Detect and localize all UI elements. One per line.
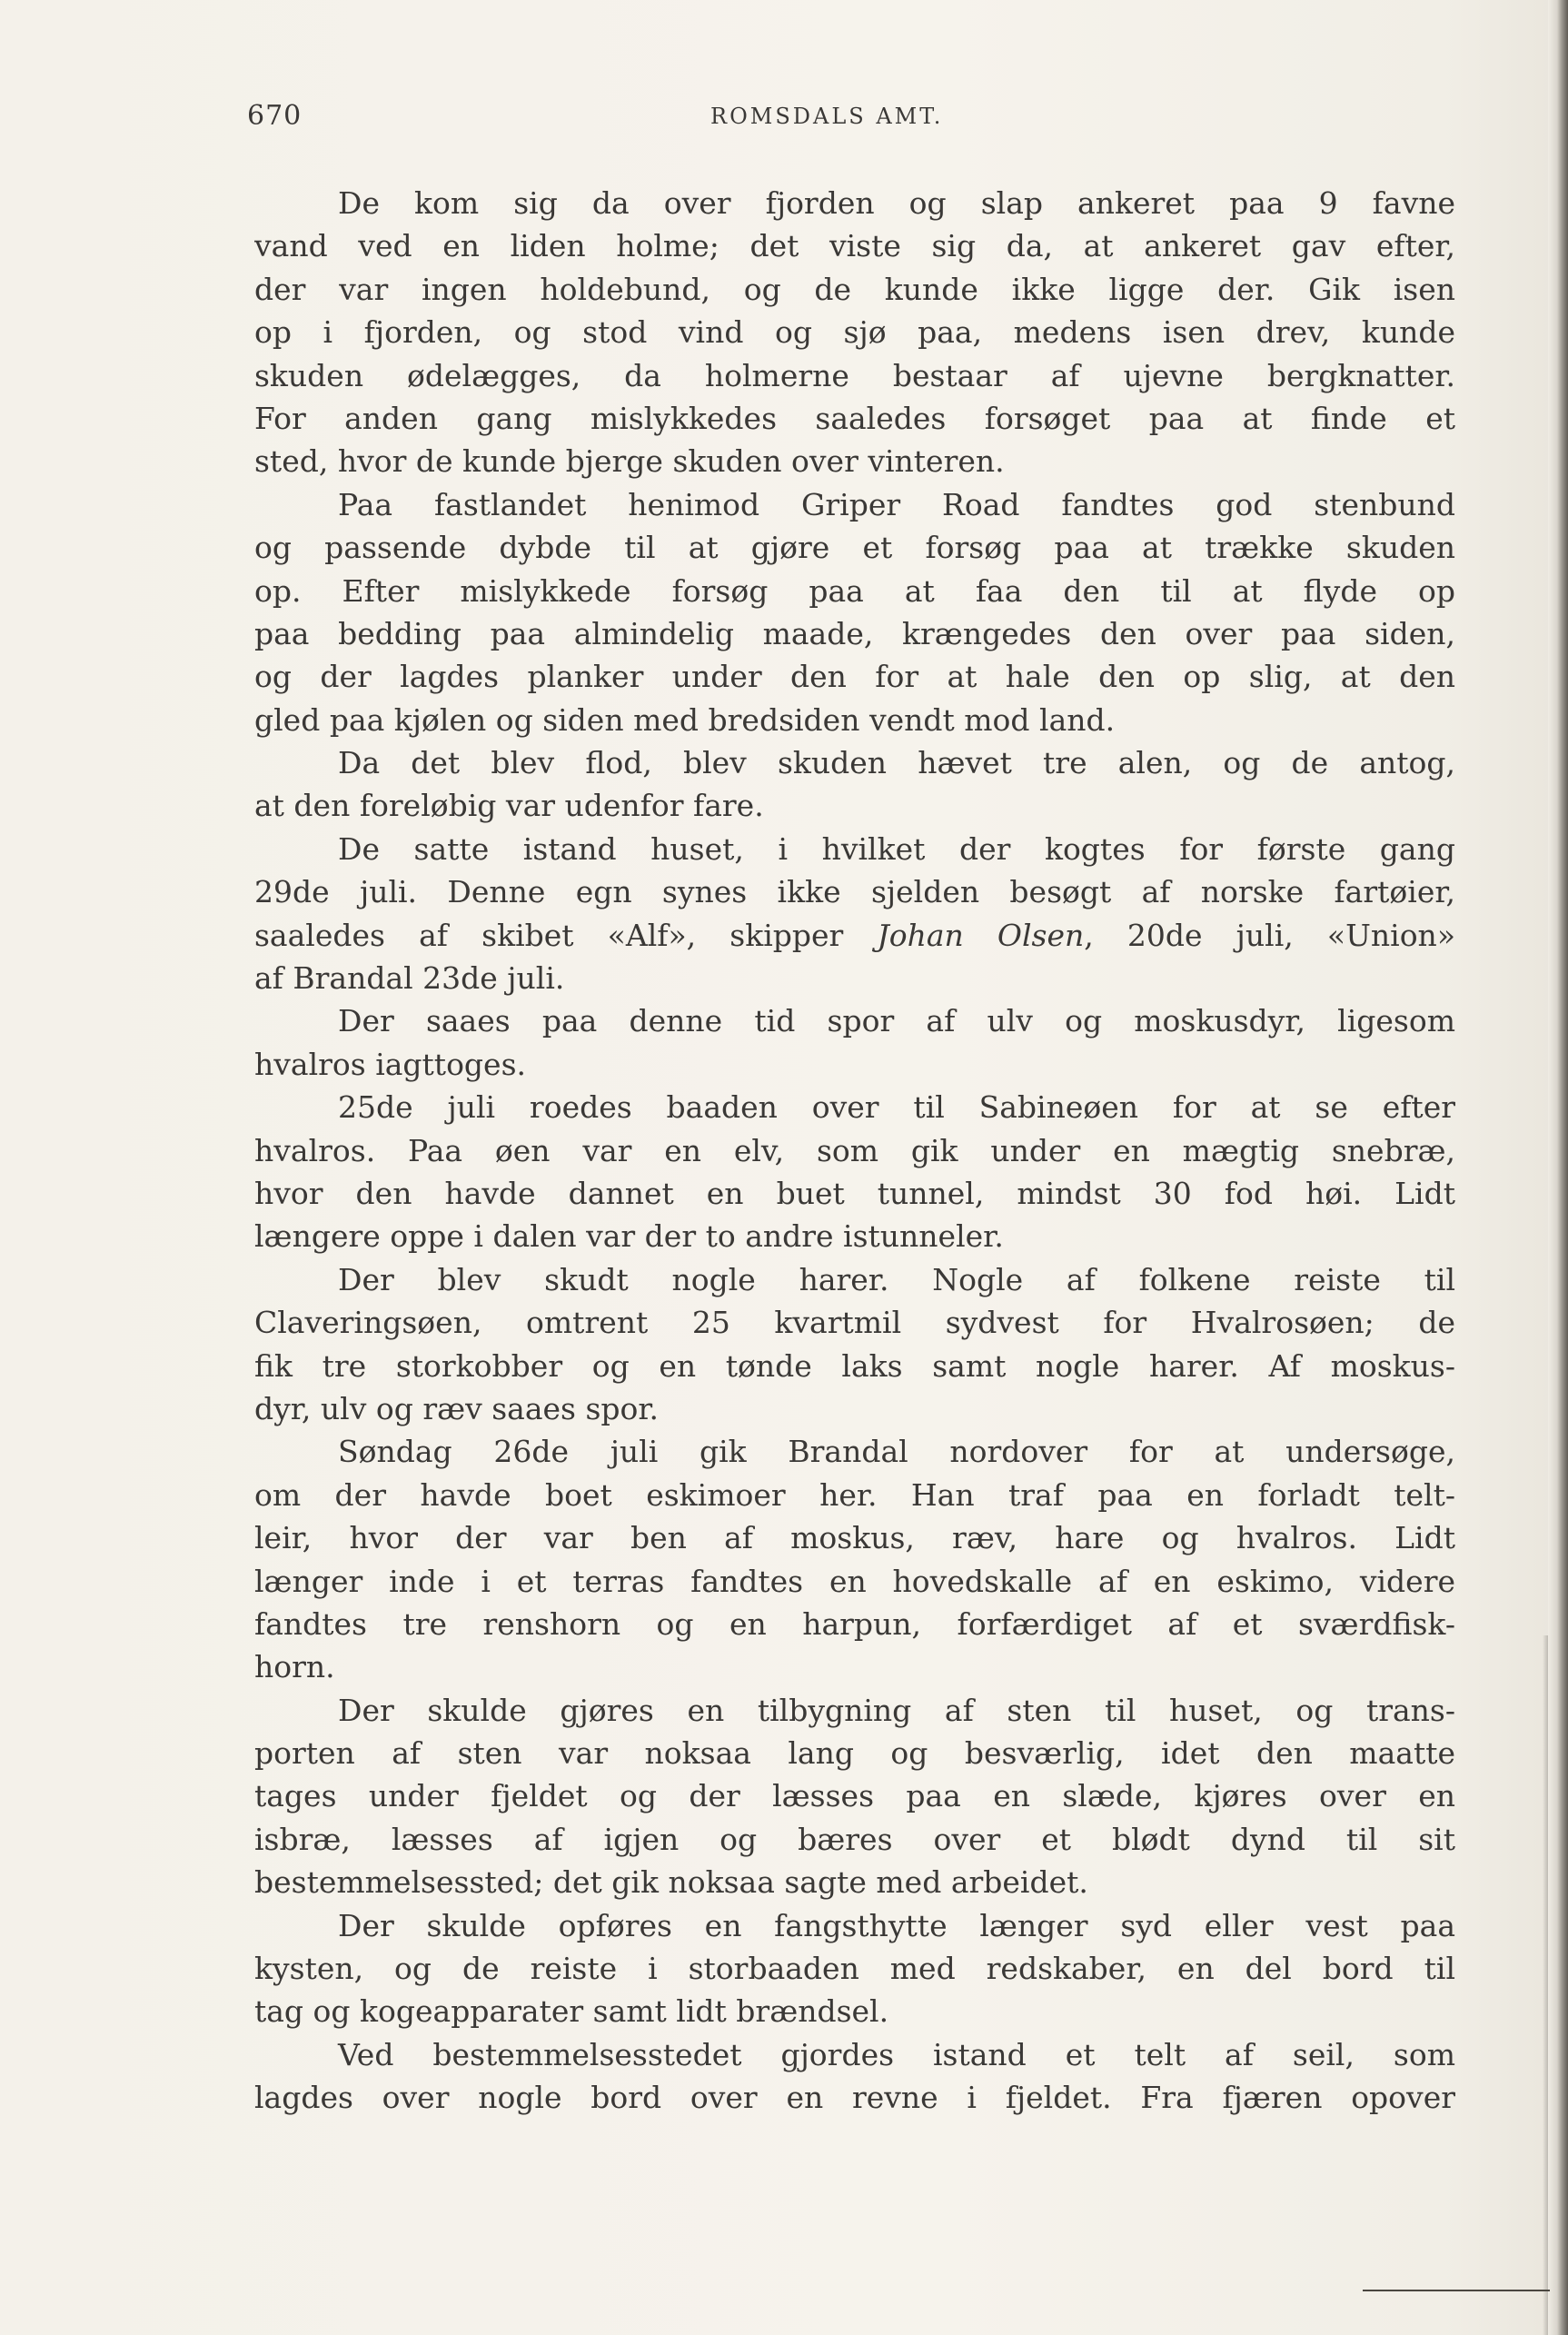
text-line: Paa fastlandet henimod Griper Road fandtes god stenbund (338, 486, 1455, 522)
text-line: hvalros. Paa øen var en elv, som gik under en mægtig snebræ, (254, 1132, 1455, 1168)
text-line: isbræ, læsses af igjen og bæres over et blødt dynd til sit (254, 1821, 1455, 1857)
text-line: lagdes over nogle bord over en revne i fjeldet. Fra fjæren opover (254, 2080, 1455, 2116)
text-line: der var ingen holdebund, og de kunde ikke ligge der. Gik isen (254, 271, 1455, 307)
text-line: hvalros iagttoges. (254, 1046, 527, 1082)
text-line: porten af sten var noksaa lang og besværlig, idet den maatte (254, 1735, 1455, 1772)
page-number: 670 (247, 100, 303, 132)
text-line: længer inde i et terras fandtes en hovedskalle af en eskimo, videre (254, 1563, 1455, 1599)
page-edge (1548, 0, 1568, 2335)
text-line: af Brandal 23de juli. (254, 960, 565, 997)
text-line: Claveringsøen, omtrent 25 kvartmil sydvest for Hvalrosøen; de (254, 1305, 1455, 1341)
running-title: ROMSDALS AMT. (710, 104, 944, 129)
page-corner-line (1363, 2290, 1550, 2291)
text-line: 29de juli. Denne egn synes ikke sjelden besøgt af norske fartøier, (254, 874, 1455, 910)
text-line: gled paa kjølen og siden med bredsiden vendt mod land. (254, 701, 1116, 738)
text-line: at den foreløbig var udenfor fare. (254, 788, 764, 824)
text-line: og der lagdes planker under den for at hale den op slig, at den (254, 659, 1455, 695)
text-line: hvor den havde dannet en buet tunnel, mindst 30 fod høi. Lidt (254, 1175, 1455, 1211)
text-line: For anden gang mislykkedes saaledes forsøget paa at finde et (254, 400, 1455, 436)
text-line: tag og kogeapparater samt lidt brændsel. (254, 1993, 889, 2030)
text-line: paa bedding paa almindelig maade, krængedes den over paa siden, (254, 615, 1455, 651)
text-line: leir, hvor der var ben af moskus, ræv, hare og hvalros. Lidt (254, 1520, 1455, 1556)
text-line: dyr, ulv og ræv saaes spor. (254, 1390, 660, 1426)
text-line: Da det blev flod, blev skuden hævet tre alen, og de antog, (338, 745, 1455, 781)
text-line: kysten, og de reiste i storbaaden med redskaber, en del bord til (254, 1951, 1455, 1987)
text-line: og passende dybde til at gjøre et forsøg paa at trække skuden (254, 530, 1455, 566)
italic-name: Johan Olsen (877, 917, 1085, 953)
body-text (254, 182, 1455, 2120)
text-segment: saaledes af skibet «Alf», skipper (254, 917, 878, 953)
text-line: fandtes tre renshorn og en harpun, forfærdiget af et sværdfisk- (254, 1605, 1455, 1642)
text-line: Der blev skudt nogle harer. Nogle af folkene reiste til (338, 1261, 1455, 1297)
text-line: Der saaes paa denne tid spor af ulv og moskusdyr, ligesom (338, 1003, 1455, 1039)
text-line: tages under fjeldet og der læsses paa en slæde, kjøres over en (254, 1778, 1455, 1814)
text-line: Søndag 26de juli gik Brandal nordover for at undersøge, (338, 1434, 1455, 1470)
text-line: De kom sig da over fjorden og slap ankeret paa 9 favne (338, 185, 1455, 221)
text-line: fik tre storkobber og en tønde laks samt nogle harer. Af moskus- (254, 1347, 1455, 1384)
text-line: skuden ødelægges, da holmerne bestaar af ujevne bergknatter. (254, 357, 1455, 393)
text-line: om der havde boet eskimoer her. Han traf paa en forladt telt- (254, 1476, 1455, 1513)
text-line: vand ved en liden holme; det viste sig da, at ankeret gav efter, (254, 228, 1455, 264)
text-segment: , 20de juli, «Union» (1084, 917, 1455, 953)
text-line (254, 914, 1455, 957)
page-header (0, 100, 1568, 136)
text-line: op. Efter mislykkede forsøg paa at faa den til at flyde op (254, 572, 1455, 609)
text-line: horn. (254, 1649, 335, 1685)
text-line: bestemmelsessted; det gik noksaa sagte med arbeidet. (254, 1864, 1088, 1901)
text-line: længere oppe i dalen var der to andre istunneler. (254, 1218, 1004, 1255)
text-line: Ved bestemmelsesstedet gjordes istand et telt af seil, som (338, 2036, 1455, 2072)
text-line: De satte istand huset, i hvilket der kogtes for første gang (338, 830, 1455, 867)
text-line: 25de juli roedes baaden over til Sabineøen for at se efter (338, 1089, 1455, 1126)
text-line: sted, hvor de kunde bjerge skuden over vinteren. (254, 443, 1005, 480)
text-line: op i fjorden, og stod vind og sjø paa, medens isen drev, kunde (254, 314, 1455, 351)
text-line: Der skulde opføres en fangsthytte længer syd eller vest paa (338, 1907, 1455, 1943)
text-line: Der skulde gjøres en tilbygning af sten til huset, og trans- (338, 1692, 1455, 1728)
